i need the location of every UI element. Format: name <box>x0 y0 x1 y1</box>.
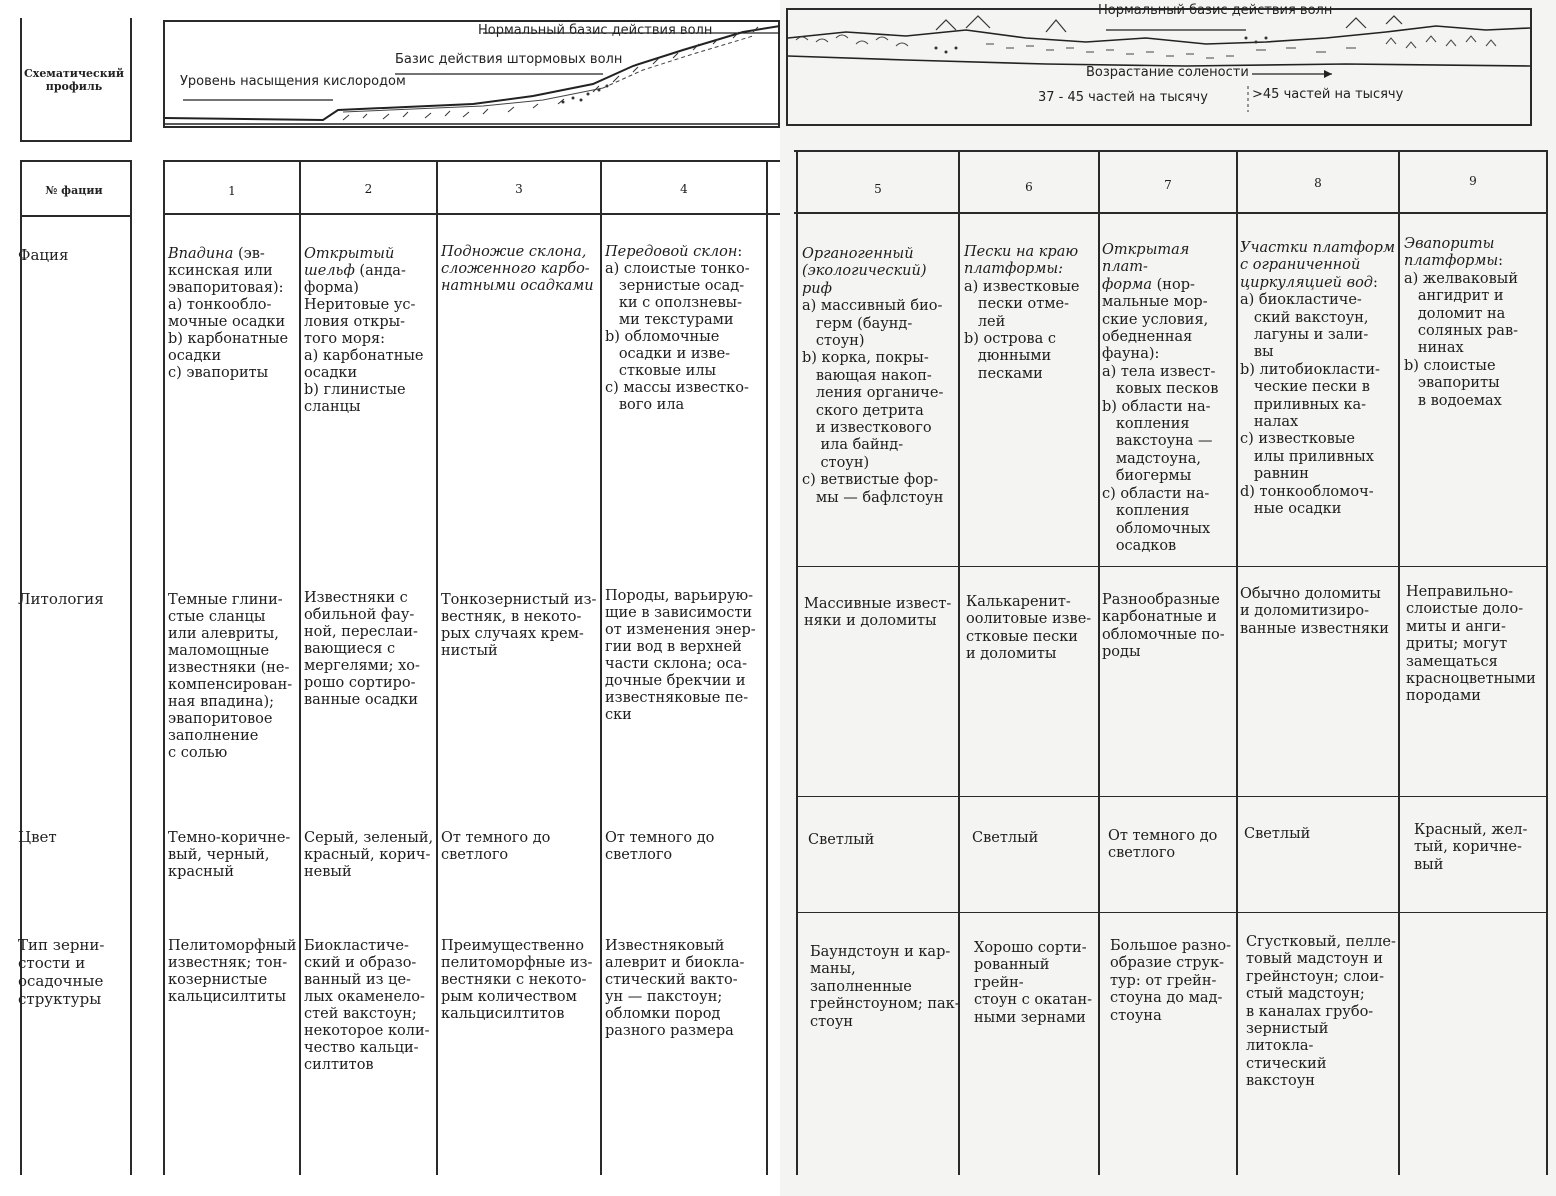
grain-cell-3: Преимущественно пелитоморфные из- вестняки с некото- рым количеством кальцисилтитов <box>441 938 593 1022</box>
facies-text-9: : a) желваковый ангидрит и доломит на соляных рав- нинах b) слоистые эвапориты в водоемах <box>1404 253 1519 409</box>
grid-col-rule-5 <box>796 150 798 1175</box>
facies-title-4: Передовой склон <box>605 244 738 260</box>
facies-cell-6 <box>964 244 1100 383</box>
facies-number-1: 1 <box>228 184 236 198</box>
facies-title-3: Подножие склона, сложенного карбо- натными осадками <box>441 244 594 294</box>
color-cell-8: Светлый <box>1244 826 1311 842</box>
row-rule-color <box>798 796 1548 797</box>
facies-number-9: 9 <box>1469 174 1477 188</box>
color-cell-4: От темного до светлого <box>605 830 715 863</box>
facies-cell-7 <box>1102 242 1238 555</box>
row-header-lithology: Литология <box>18 590 104 608</box>
grid-col-rule-3 <box>600 160 602 1175</box>
grain-cell-5: Баундстоун и кар- маны, заполненные грейнстоуном; пак- стоун <box>810 944 960 1030</box>
facies-text-5: a) массивный био- герм (баунд- стоун) b) корка, покры- вающая накоп- ления органиче- ского детрита и известкового ила байнд- стоун) c) ветвистые фор- мы — бафлстоун <box>802 298 944 506</box>
profile-label-range-a: 37 - 45 частей на тысячу <box>1038 90 1208 105</box>
lithology-cell-6: Калькаренит- оолитовые изве- стковые пески и доломиты <box>966 594 1092 663</box>
grid-top-rule-right <box>794 150 1548 152</box>
lithology-cell-9: Неправильно- слоистые доло- миты и анги- дриты; могут замещаться красноцветными породами <box>1406 584 1536 705</box>
facies-cell-2 <box>304 246 436 416</box>
facies-title-6: Пески на краю платформы: <box>964 244 1079 278</box>
row-header-facies-no: № фации <box>45 184 103 197</box>
grain-cell-7: Большое разно- образие струк- тур: от грейн- стоуна до мад- стоуна <box>1110 938 1232 1024</box>
facies-number-2: 2 <box>364 182 373 196</box>
facies-title-5: Органогенный (экологический) риф <box>802 246 927 297</box>
grain-cell-6: Хорошо сорти- рованный грейн- стоун с окатан- ными зернами <box>974 940 1093 1026</box>
facies-title-2: Открытый шельф <box>304 246 395 279</box>
lithology-cell-2: Известняки с обильной фау- ной, переслаи- вающиеся с мергелями; хо- рошо сортиро- ванные осадки <box>304 590 420 708</box>
lithology-cell-7: Разнообразные карбонатные и обломочные по- роды <box>1102 592 1225 661</box>
lithology-cell-8: Обычно доломиты и доломитизиро- ванные известняки <box>1240 586 1389 637</box>
grid-top-rule-left <box>163 160 780 162</box>
grain-cell-8: Сгустковый, пелле- товый мадстоун и грейнстоун; слои- стый мадстоун; в каналах грубо- зернистый литокла- стический вакстоун <box>1246 934 1396 1090</box>
facies-number-3: 3 <box>515 182 523 196</box>
profile-header-right-rule <box>130 18 132 140</box>
row-rule-lithology <box>798 566 1548 567</box>
profile-label-normal-base-right: Нормальный базис действия волн <box>1098 3 1333 18</box>
row-header-color: Цвет <box>18 828 57 846</box>
grid-num-rule-left <box>163 213 780 215</box>
facies-cell-3 <box>441 244 599 295</box>
facies-text-6: a) известковые пески отме- лей b) острова с дюнными песками <box>964 278 1080 382</box>
facies-text-8: : a) биокластиче- ский вакстоун, лагуны и зали- вы b) литобиокласти- ческие пески в приливных ка- налах c) известковые илы приливных равнин d) тонкообломоч- ные осадки <box>1240 274 1380 518</box>
lithology-cell-3: Тонкозернистый из- вестняк, в некото- рых случаях крем- нистый <box>441 592 597 659</box>
facies-text-2: (анда- форма) Неритовые ус- ловия откры- того моря: a) карбонатные осадки b) глинистые сланцы <box>304 263 424 415</box>
facies-text-1: (эв- ксинская или эвапоритовая): a) тонкообло- мочные осадки b) карбонатные осадки c) эвапориты <box>168 246 289 381</box>
profile-label-oxygen: Уровень насыщения кислородом <box>180 74 406 89</box>
color-cell-5: Светлый <box>808 832 875 848</box>
header-col-right-rule <box>130 160 132 1175</box>
grain-cell-4: Известняковый алеврит и биокла- стический вакто- ун — пакстоун; обломки пород разного размера <box>605 938 745 1039</box>
header-col-top-rule <box>20 160 132 162</box>
header-col-left-rule <box>20 160 22 1175</box>
grain-cell-1: Пелитоморфный известняк; тон- козернистые кальцисилтиты <box>168 938 297 1005</box>
profile-label-salinity: Возрастание солености <box>1086 65 1249 80</box>
header-col-num-rule <box>20 215 132 217</box>
color-cell-3: От темного до светлого <box>441 830 551 863</box>
facies-title-1: Впадина <box>168 246 234 262</box>
profile-label-range-b: >45 частей на тысячу <box>1252 87 1404 102</box>
facies-cell-8 <box>1240 240 1400 519</box>
grid-num-rule-right <box>794 212 1548 214</box>
profile-label-storm-base: Базис действия штормовых волн <box>395 52 623 67</box>
facies-number-4: 4 <box>680 182 688 196</box>
lithology-cell-4: Породы, варьирую- щие в зависимости от изменения энер- гии вод в верхней части склона; оса- дочные брекчии и известняковые пе- ски <box>605 588 756 723</box>
profile-label-normal-base-left: Нормальный базис действия волн <box>478 23 713 38</box>
row-header-facies: Фация <box>18 246 69 264</box>
row-rule-grain <box>798 912 1548 913</box>
profile-header-bottom-rule <box>20 140 132 142</box>
right-page <box>780 0 1556 1196</box>
color-cell-2: Серый, зеленый, красный, корич- невый <box>304 830 434 880</box>
color-cell-6: Светлый <box>972 830 1039 846</box>
facies-cell-5 <box>802 246 960 507</box>
facies-number-8: 8 <box>1314 176 1322 190</box>
lithology-cell-1: Темные глини- стые сланцы или алевриты, маломощные известняки (не- компенсирован- ная впадина); эвапоритовое заполнение с солью <box>168 592 293 761</box>
facies-number-6: 6 <box>1025 180 1033 194</box>
facies-title-9: Эвапориты платформы <box>1404 236 1499 270</box>
grid-col-rule-2 <box>436 160 438 1175</box>
facies-text-4: : a) слоистые тонко- зернистые осад- ки с оползневы- ми текстурами b) обломочные осадки и изве- стковые илы c) массы известко- вого ила <box>605 244 750 413</box>
color-cell-9: Красный, жел- тый, коричне- вый <box>1414 822 1528 873</box>
facies-cell-1 <box>168 246 300 382</box>
grain-cell-2: Биокластиче- ский и образо- ванный из це- лых окаменело- стей вакстоун; некоторое коли- чество кальци- силтитов <box>304 938 430 1073</box>
facies-title-7: Открытая плат- форма <box>1102 242 1190 293</box>
facies-number-5: 5 <box>874 182 882 196</box>
grid-col-rule-0 <box>163 160 165 1175</box>
row-header-grain: Тип зерни- стости и осадочные структуры <box>18 936 105 1008</box>
color-cell-7: От темного до светлого <box>1108 828 1218 862</box>
facies-cell-9 <box>1404 236 1548 410</box>
facies-text-7: (нор- мальные мор- ские условия, обедненная фауна): a) тела извест- ковых песков b) области на- копления вакстоуна — мадстоуна, биогермы c) области на- копления обломочных осадков <box>1102 276 1219 554</box>
grid-col-rule-4 <box>766 160 768 1175</box>
facies-cell-4 <box>605 244 765 414</box>
color-cell-1: Темно-коричне- вый, черный, красный <box>168 830 291 880</box>
lithology-cell-5: Массивные извест- няки и доломиты <box>804 596 952 630</box>
facies-title-8: Участки платформ с ограниченной циркуляцией вод <box>1240 240 1395 291</box>
row-header-profile: Схематический профиль <box>24 67 124 93</box>
facies-number-7: 7 <box>1164 178 1172 192</box>
